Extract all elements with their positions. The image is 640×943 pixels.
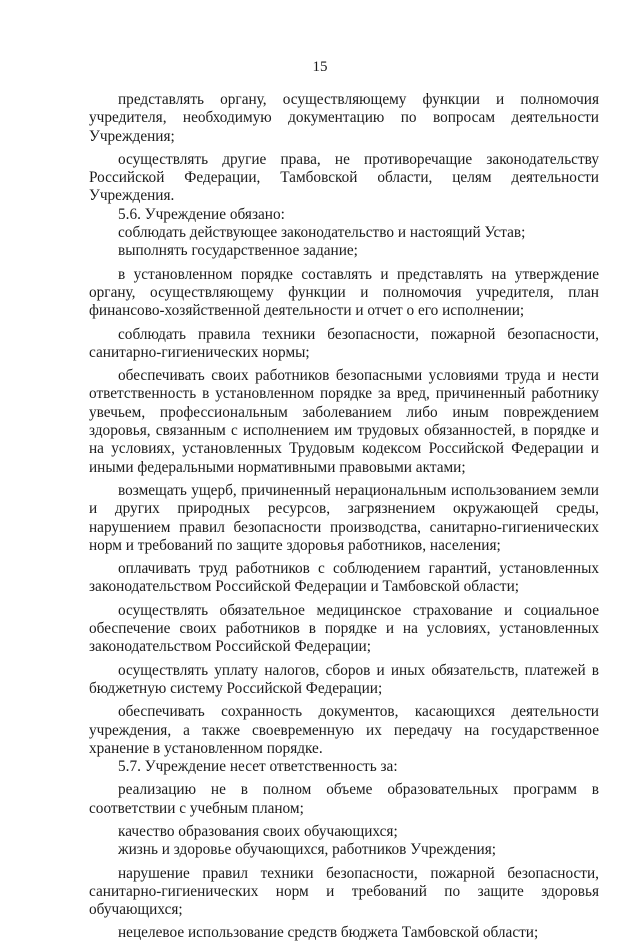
paragraph: осуществлять уплату налогов, сборов и иных обязательств, платежей в бюджетную систему Российской Федерации; — [89, 661, 599, 697]
paragraph: нецелевое использование средств бюджета Тамбовской области; — [118, 924, 539, 942]
document-body — [89, 91, 599, 943]
paragraph: осуществлять другие права, не противоречащие законодательству Российской Федерации, Тамбовской области, целям деятельности Учреждения. — [89, 150, 599, 205]
paragraph: выполнять государственное задание; — [118, 242, 358, 260]
paragraph: жизнь и здоровье обучающихся, работников Учреждения; — [118, 841, 496, 859]
paragraph: в установленном порядке составлять и представлять на утверждение органу, осуществляющему функции и полномочия учредителя, план финансово-хозяйственной деятельности и отчет о его исполнении; — [89, 265, 599, 320]
paragraph: возмещать ущерб, причиненный нерациональным использованием земли и других природных ресурсов, загрязнением окружающей среды, нарушением правил безопасности производства, санитарно-гигиенических норм и требований по защите здоровья работников, населения; — [89, 481, 599, 554]
paragraph: реализацию не в полном объеме образовательных программ в соответствии с учебным планом; — [89, 781, 599, 817]
paragraph: оплачивать труд работников с соблюдением гарантий, установленных законодательством Российской Федерации и Тамбовской области; — [89, 560, 599, 596]
paragraph: соблюдать действующее законодательство и настоящий Устав; — [118, 224, 526, 242]
section-heading: 5.7. Учреждение несет ответственность за: — [118, 758, 398, 776]
paragraph: представлять органу, осуществляющему функции и полномочия учредителя, необходимую документацию по вопросам деятельности Учреждения; — [89, 91, 599, 145]
section-heading: 5.6. Учреждение обязано: — [118, 205, 285, 223]
paragraph: обеспечивать своих работников безопасными условиями труда и нести ответственность в установленном порядке за вред, причиненный работнику увечьем, профессиональным заболеванием либо иным повреждением здоровья, связанным с исполнением им трудовых обязанностей, в порядке и на условиях, установленных Трудовым кодексом Российской Федерации и иными федеральными нормативными правовыми актами; — [89, 367, 599, 476]
paragraph: качество образования своих обучающихся; — [118, 822, 398, 840]
paragraph: осуществлять обязательное медицинское страхование и социальное обеспечение своих работников в порядке и на условиях, установленных законодательством Российской Федерации; — [89, 601, 599, 656]
paragraph: соблюдать правила техники безопасности, пожарной безопасности, санитарно-гигиенических нормы; — [89, 325, 599, 361]
paragraph: нарушение правил техники безопасности, пожарной безопасности, санитарно-гигиенических норм и требований по защите здоровья обучающихся; — [89, 864, 599, 919]
paragraph: обеспечивать сохранность документов, касающихся деятельности учреждения, а также своевременную их передачу на государственное хранение в установленном порядке. — [89, 703, 599, 757]
page-number: 15 — [312, 59, 328, 75]
